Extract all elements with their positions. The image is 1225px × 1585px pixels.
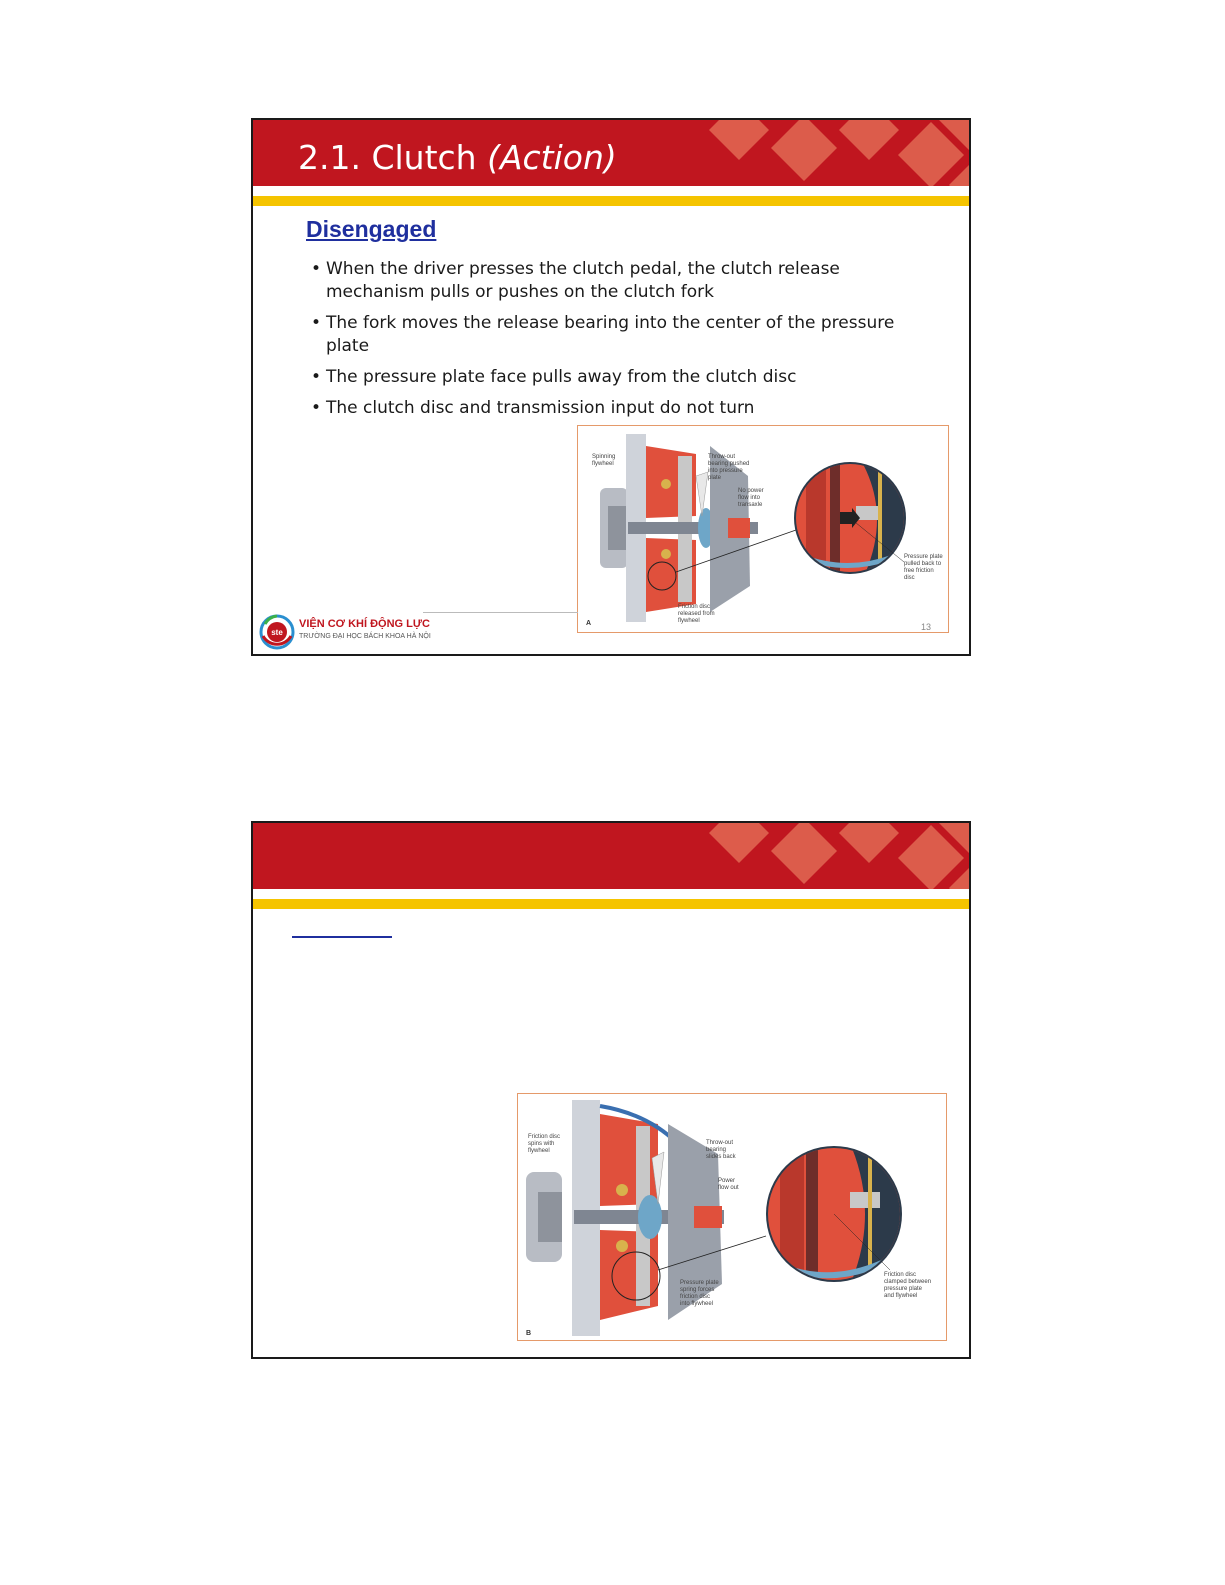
footer-line	[423, 612, 578, 613]
label-spinning-flywheel: Spinning flywheel	[592, 454, 616, 467]
title-italic-text: (Action)	[487, 138, 617, 177]
bullet-item: • The fork moves the release bearing into the center of the pressure plate	[311, 312, 941, 358]
heading-underline	[292, 936, 392, 938]
header-diamond-pattern	[669, 823, 969, 889]
label-pressure-forces: Pressure plate spring forces friction disc into flywheel	[680, 1280, 719, 1307]
clutch-cutaway-illustration	[578, 426, 949, 633]
header-diamond-pattern	[669, 120, 969, 186]
slide-engaged	[251, 821, 971, 1359]
label-power-out: Power flow out	[718, 1178, 739, 1191]
label-friction-clamped: Friction disc clamped between pressure plate and flywheel	[884, 1272, 932, 1299]
logo-mark-text: ste	[271, 628, 283, 637]
clutch-disengaged-figure	[577, 425, 949, 633]
logo-subtitle: TRƯỜNG ĐẠI HỌC BÁCH KHOA HÀ NỘI	[299, 633, 431, 640]
bullet-item: • When the driver presses the clutch pedal, the clutch release mechanism pulls or pushes on the clutch fork	[311, 258, 941, 304]
label-friction-released: Friction disc released from flywheel	[678, 604, 715, 624]
bullet-item: • The pressure plate face pulls away from the clutch disc	[311, 366, 941, 389]
section-heading: Disengaged	[306, 216, 437, 242]
page-number: 13	[921, 622, 932, 632]
slide-title	[298, 138, 617, 177]
logo-name: VIỆN CƠ KHÍ ĐỘNG LỰC	[299, 618, 430, 630]
institute-logo	[257, 614, 537, 654]
slide-header	[253, 823, 969, 889]
title-text: 2.1. Clutch	[298, 138, 477, 177]
yellow-stripe	[253, 899, 969, 909]
ste-logo-icon	[259, 614, 295, 650]
clutch-engaged-figure	[517, 1093, 947, 1341]
slide-disengaged	[251, 118, 971, 656]
label-no-power: No power flow into transaxle	[738, 488, 764, 508]
figure-letter: B	[526, 1330, 532, 1337]
yellow-stripe	[253, 196, 969, 206]
slide-header	[253, 120, 969, 186]
figure-letter: A	[586, 620, 592, 627]
bullet-list	[311, 258, 941, 428]
label-friction-spins: Friction disc spins with flywheel	[528, 1134, 561, 1154]
label-pressure-plate-pulled: Pressure plate pulled back to free friction disc	[904, 554, 943, 581]
label-throwout-slides: Throw-out bearing slides back	[706, 1140, 736, 1160]
label-throwout-pushed: Throw-out bearing pushed into pressure plate	[708, 454, 750, 481]
clutch-cutaway-illustration	[518, 1094, 947, 1341]
bullet-item: • The clutch disc and transmission input do not turn	[311, 397, 941, 420]
